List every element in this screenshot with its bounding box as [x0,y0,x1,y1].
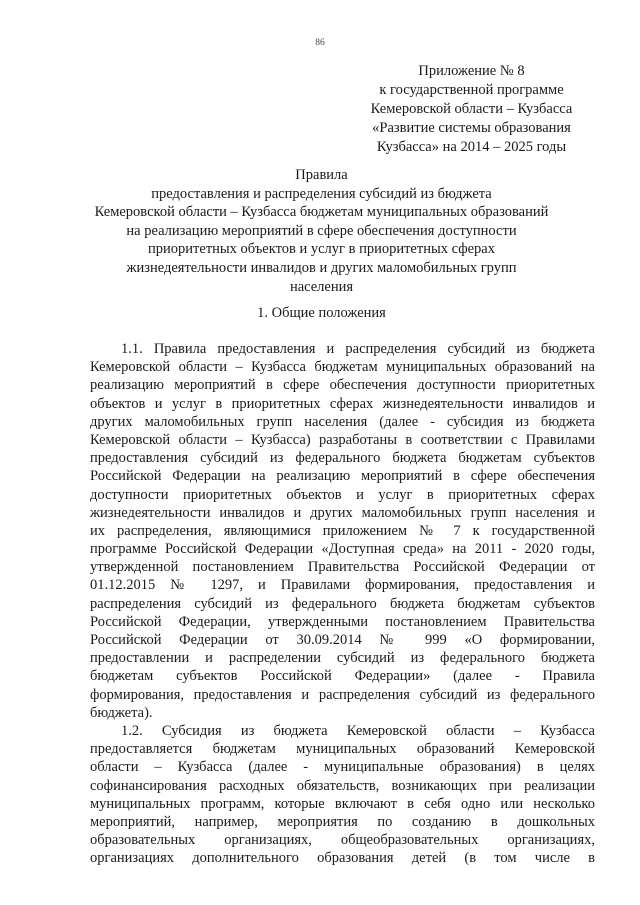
document-title [60,166,583,296]
text-line: программе Российской Федерации «Доступная среда» на 2011 - 2020 годы, [90,541,595,558]
title-line: Кемеровской области – Кузбасса бюджетам муниципальных образований [94,204,549,221]
paragraph-1-2 [90,722,595,868]
text-line: утвержденной постановлением Правительства Российской Федерации от [90,559,595,576]
text-line: других маломобильных групп населения (далее - субсидия из бюджета [90,413,595,430]
text-line: Кемеровской области – Кузбасса бюджетам муниципальных образований на [90,359,595,376]
text-line: 1.2. Субсидия из бюджета Кемеровской области – Кузбасса [121,722,595,739]
text-line: их распределения, являющимися приложением № 7 к государственной [90,522,595,539]
appendix-line: Кемеровской области – Кузбасса [370,101,573,117]
appendix-line: Кузбасса» на 2014 – 2025 годы [376,139,567,155]
paragraph-1-1 [90,340,595,722]
text-line: Российской Федерации на реализацию мероприятий в сфере обеспечения [90,468,595,485]
text-line: муниципальных программ, которые включают в себя одно или несколько [90,795,595,812]
title-line: Правила [295,167,348,183]
text-line: мероприятий, например, мероприятия по созданию в дошкольных [90,813,595,830]
text-line: софинансирования расходных обязательств, возникающих при реализации [90,777,595,794]
text-line: бюджетам субъектов Российской Федерации» (далее - Правила [90,668,595,685]
text-line: образовательных организациях, общеобразовательных организациях, [90,832,595,849]
text-line: Кемеровской области – Кузбасса) разработаны в соответствии с Правилами [90,431,595,448]
text-line: бюджета). [90,704,153,721]
text-line: предоставляется бюджетам муниципальных образований Кемеровской [90,741,595,758]
title-line: населения [289,278,354,295]
text-line: предоставления субсидий из федерального бюджета бюджетам субъектов [90,450,595,467]
text-line: предоставлении и распределении субсидий из федерального бюджета [90,650,595,667]
text-line: 01.12.2015 № 1297, и Правилами формирования, предоставления и [90,577,595,594]
appendix-line: к государственной программе [379,82,564,98]
title-line: приоритетных объектов и услуг в приоритетных сферах [148,241,495,258]
section-heading: 1. Общие положения [257,305,386,321]
text-line: организациях дополнительного образования детей (в том числе в [90,850,595,867]
text-line: формирования, предоставления и распределения субсидий из федерального [90,686,595,703]
text-line: доступности приоритетных объектов и услуг в приоритетных сферах [90,486,595,503]
document-body [90,340,595,867]
text-line: объектов и услуг в приоритетных сферах жизнедеятельности инвалидов и [90,395,595,412]
text-line: распределения субсидий из федерального бюджета бюджетам субъектов [90,595,595,612]
text-line: области – Кузбасса (далее - муниципальные образования) в целях [90,759,595,776]
text-line: реализацию мероприятий в сфере обеспечения доступности приоритетных [90,377,595,394]
text-line: жизнедеятельности инвалидов и других маломобильных групп населения и [90,504,595,521]
appendix-line: Приложение № 8 [418,63,525,79]
text-line: Российской Федерации, утвержденными постановлением Правительства [90,613,595,630]
page-number: 86 [315,38,325,48]
appendix-header [360,62,583,157]
title-line: на реализацию мероприятий в сфере обеспечения доступности [126,222,517,239]
text-line: Российской Федерации от 30.09.2014 № 999 «О формировании, [90,632,595,648]
title-line: жизнедеятельности инвалидов и других маломобильных групп [126,259,517,276]
title-line: предоставления и распределения субсидий из бюджета [151,185,492,202]
text-line: 1.1. Правила предоставления и распределения субсидий из бюджета [121,341,595,357]
appendix-line: «Развитие системы образования [372,120,571,136]
